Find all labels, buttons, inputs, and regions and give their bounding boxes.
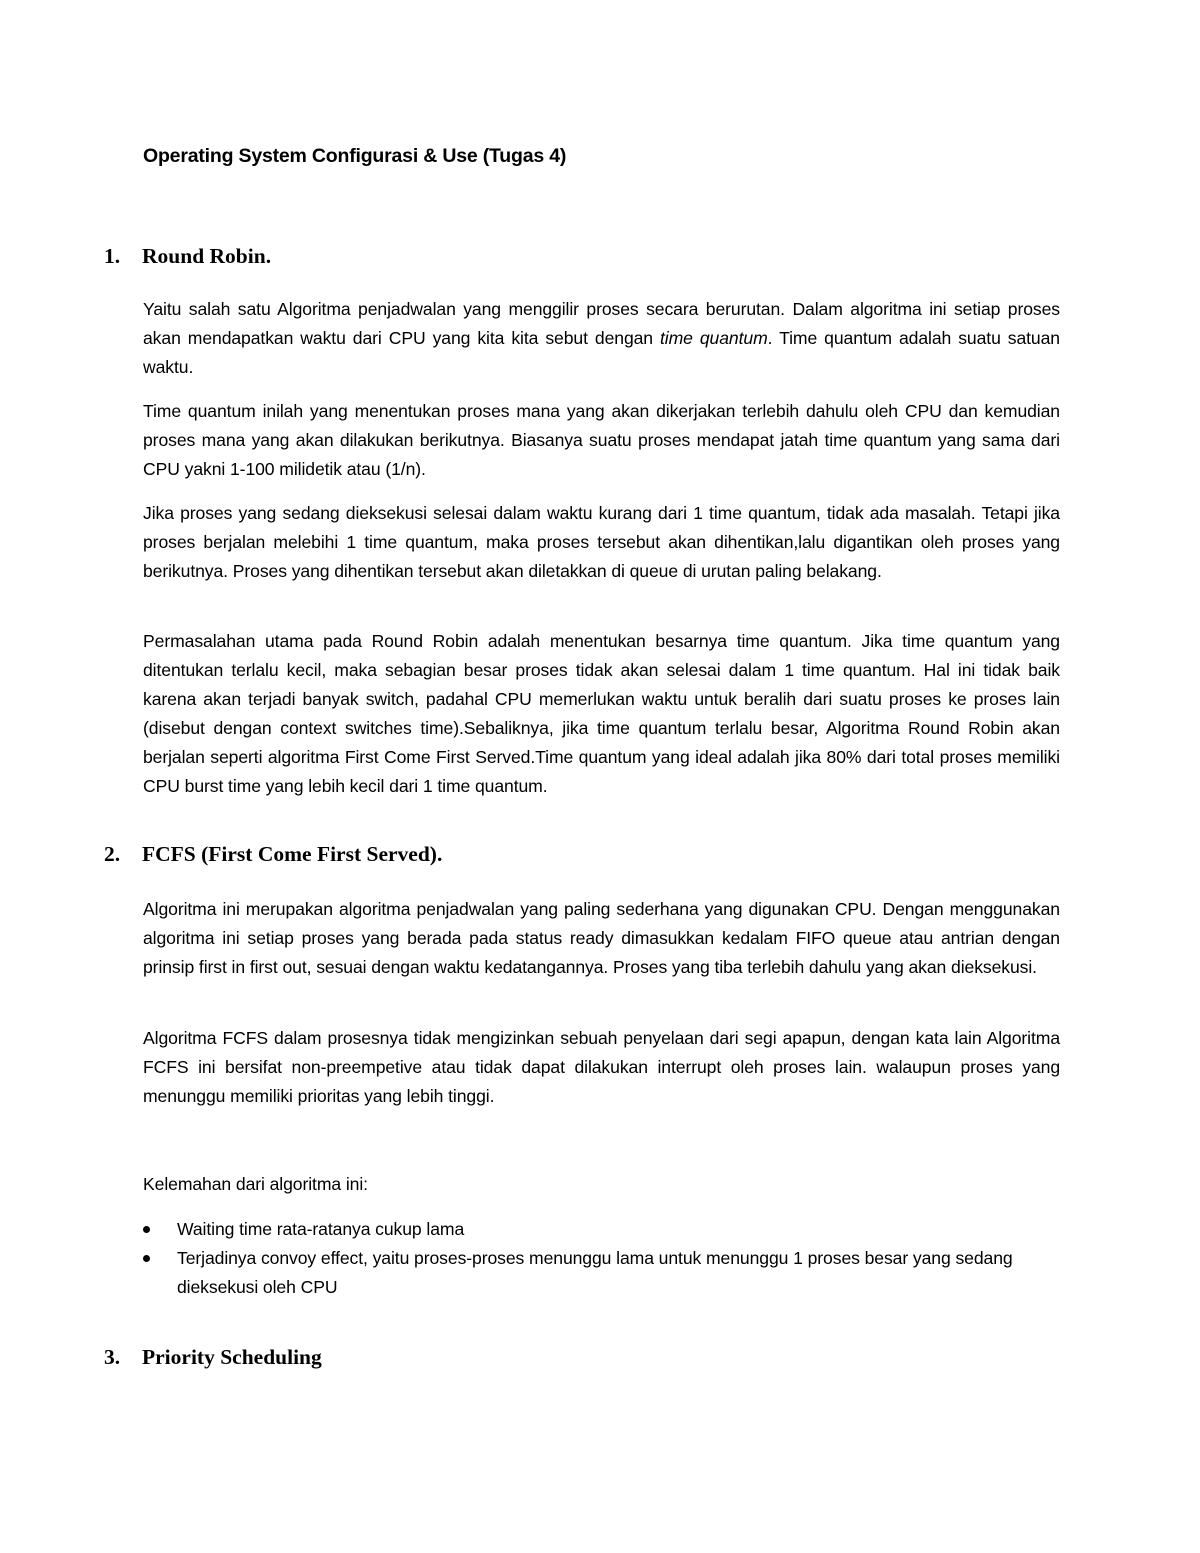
round-robin-paragraph-3 [143, 499, 1060, 586]
bullet-icon [143, 1255, 150, 1262]
paragraph: Kelemahan dari algoritma ini: [143, 1174, 368, 1194]
list-item [143, 1244, 1060, 1302]
document-title: Operating System Configurasi & Use (Tugas 4) [143, 145, 567, 167]
fcfs-weakness-list [143, 1215, 1060, 1302]
paragraph: Algoritma ini merupakan algoritma penjadwalan yang paling sederhana yang digunakan CPU. Dengan menggunakan algoritma ini setiap proses yang berada pada status ready dimasukkan kedalam FIFO queue atau antrian dengan prinsip first in first out, sesuai dengan waktu kedatangannya. Proses yang tiba terlebih dahulu yang akan dieksekusi. [143, 899, 1060, 977]
section-title: Round Robin. [142, 244, 272, 268]
paragraph [143, 295, 1060, 382]
list-item [143, 1215, 1060, 1244]
round-robin-paragraph-4 [143, 627, 1060, 801]
fcfs-paragraph-1 [143, 895, 1060, 982]
section-heading-priority-scheduling [104, 1345, 322, 1370]
section-number: 1. [104, 244, 121, 268]
list-item-text: Terjadinya convoy effect, yaitu proses-proses menunggu lama untuk menunggu 1 proses besar yang sedang dieksekusi oleh CPU [177, 1248, 1013, 1297]
section-title: FCFS (First Come First Served). [142, 842, 443, 866]
section-number: 3. [104, 1345, 121, 1369]
list-item-text: Waiting time rata-ratanya cukup lama [177, 1219, 465, 1239]
section-heading-fcfs [104, 842, 442, 867]
section-heading-round-robin [104, 244, 271, 269]
fcfs-paragraph-2 [143, 1024, 1060, 1111]
round-robin-paragraph-1 [143, 295, 1060, 382]
paragraph: Jika proses yang sedang dieksekusi selesai dalam waktu kurang dari 1 time quantum, tidak ada masalah. Tetapi jika proses berjalan melebihi 1 time quantum, maka proses tersebut akan dihentikan,lalu digantikan oleh proses yang berikutnya. Proses yang dihentikan tersebut akan diletakkan di queue di urutan paling belakang. [143, 503, 1060, 581]
paragraph: Permasalahan utama pada Round Robin adalah menentukan besarnya time quantum. Jika time quantum yang ditentukan terlalu kecil, maka sebagian besar proses tidak akan selesai dalam 1 time quantum. Hal ini tidak baik karena akan terjadi banyak switch, padahal CPU memerlukan waktu untuk beralih dari suatu proses ke proses lain (disebut dengan context switches time).Sebaliknya, jika time quantum terlalu besar, Algoritma Round Robin akan berjalan seperti algoritma First Come First Served.Time quantum yang ideal adalah jika 80% dari total proses memiliki CPU burst time yang lebih kecil dari 1 time quantum. [143, 631, 1060, 796]
round-robin-paragraph-2 [143, 397, 1060, 484]
italic-term: time quantum [660, 328, 768, 348]
bullet-icon [143, 1226, 150, 1233]
paragraph-text: Yaitu salah satu Algoritma penjadwalan yang menggilir proses secara berurutan. Dalam algoritma ini setiap proses akan mendapatkan waktu dari CPU yang kita kita sebut dengan [143, 299, 1060, 348]
section-title: Priority Scheduling [142, 1345, 322, 1369]
section-number: 2. [104, 842, 121, 866]
fcfs-weakness-label [143, 1170, 1060, 1199]
paragraph-text: . Time quantum adalah suatu satuan waktu. [143, 328, 1060, 377]
paragraph: Algoritma FCFS dalam prosesnya tidak mengizinkan sebuah penyelaan dari segi apapun, dengan kata lain Algoritma FCFS ini bersifat non-preempetive atau tidak dapat dilakukan interrupt oleh proses lain. walaupun proses yang menunggu memiliki prioritas yang lebih tinggi. [143, 1028, 1060, 1106]
paragraph: Time quantum inilah yang menentukan proses mana yang akan dikerjakan terlebih dahulu oleh CPU dan kemudian proses mana yang akan dilakukan berikutnya. Biasanya suatu proses mendapat jatah time quantum yang sama dari CPU yakni 1-100 milidetik atau (1/n). [143, 401, 1060, 479]
